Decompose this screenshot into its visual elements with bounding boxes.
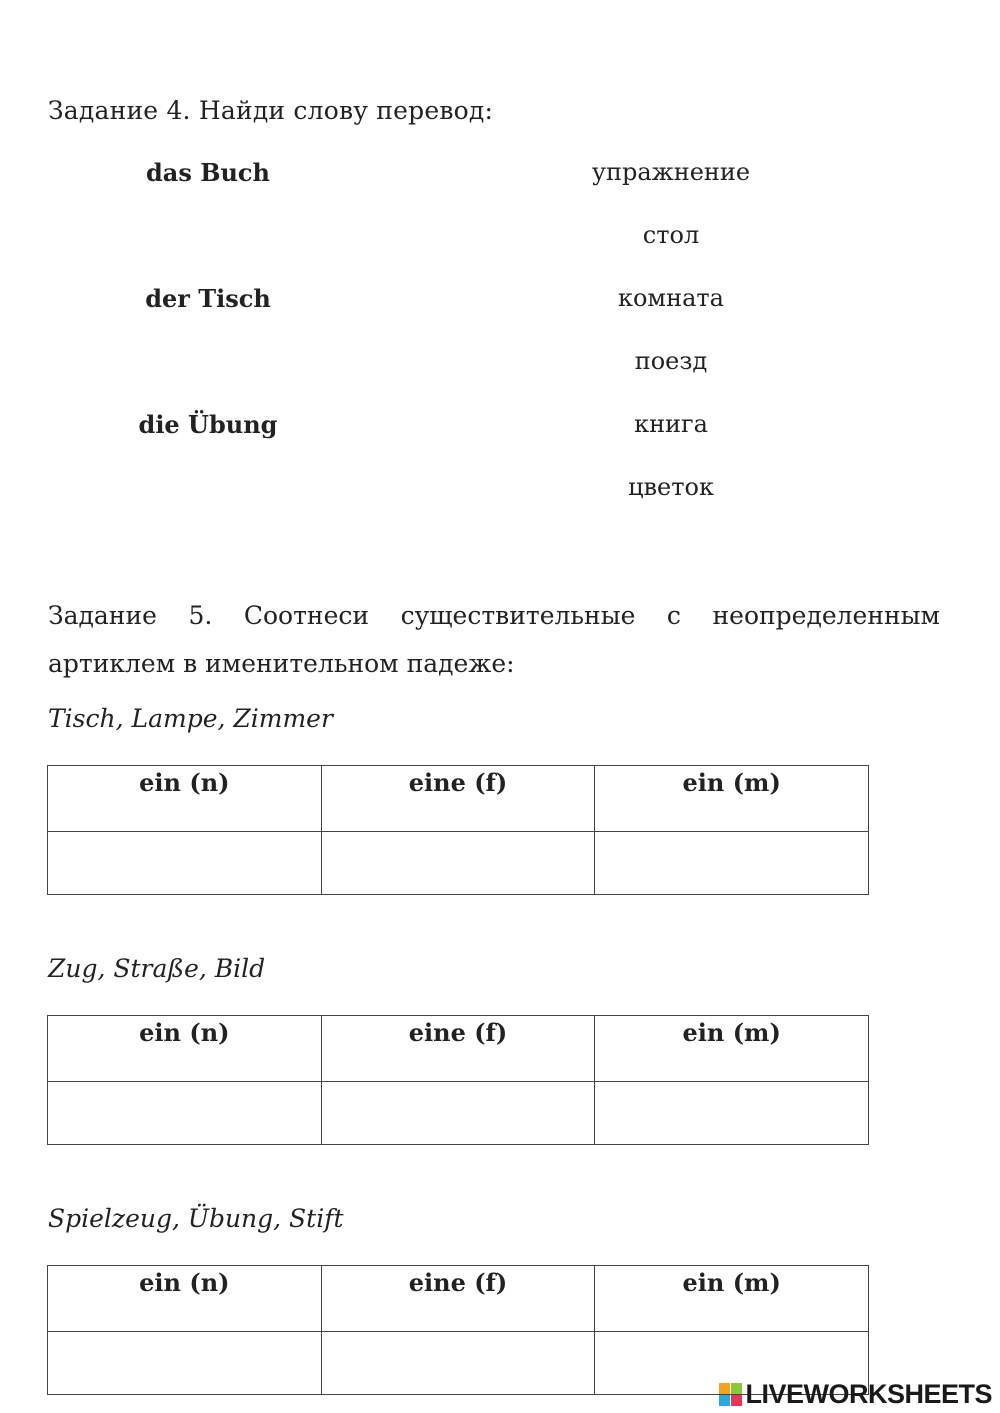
- russian-word[interactable]: книга: [634, 410, 708, 438]
- logo-square: [731, 1383, 742, 1394]
- word-list: Tisch, Lampe, Zimmer: [48, 704, 333, 733]
- column-header: ein (n): [48, 1266, 322, 1332]
- task5-heading: Задание 5. Соотнеси существительные с неопределенным артиклем в именительном падеже:: [48, 601, 940, 678]
- column-header: ein (n): [48, 766, 322, 832]
- answer-cell[interactable]: [48, 1332, 321, 1394]
- logo-square: [731, 1395, 742, 1406]
- answer-cell[interactable]: [595, 832, 868, 894]
- answer-cell[interactable]: [595, 1082, 868, 1144]
- liveworksheets-logo: [719, 1378, 992, 1409]
- answer-table: [47, 1265, 869, 1395]
- logo-mark-icon: [719, 1383, 742, 1406]
- answer-cell[interactable]: [322, 1082, 595, 1144]
- answer-cell[interactable]: [322, 1332, 595, 1394]
- logo-text: LIVEWORKSHEETS: [745, 1378, 992, 1409]
- answer-cell[interactable]: [322, 832, 595, 894]
- german-word[interactable]: der Tisch: [145, 284, 271, 313]
- russian-word[interactable]: упражнение: [591, 158, 751, 186]
- column-header: eine (f): [321, 766, 595, 832]
- logo-square: [719, 1395, 730, 1406]
- logo-square: [719, 1383, 730, 1394]
- answer-table: [47, 1015, 869, 1145]
- column-header: eine (f): [321, 1016, 595, 1082]
- column-header: ein (m): [595, 1016, 869, 1082]
- russian-word[interactable]: комната: [617, 284, 724, 312]
- answer-table: [47, 765, 869, 895]
- column-header: ein (m): [595, 766, 869, 832]
- german-word[interactable]: die Übung: [138, 410, 278, 439]
- russian-word[interactable]: стол: [642, 221, 700, 249]
- task4-heading: Задание 4. Найди слову перевод:: [48, 96, 494, 125]
- answer-cell[interactable]: [48, 832, 321, 894]
- column-header: ein (m): [595, 1266, 869, 1332]
- word-list: Zug, Straße, Bild: [48, 954, 266, 983]
- russian-word[interactable]: поезд: [634, 347, 708, 375]
- column-header: ein (n): [48, 1016, 322, 1082]
- word-list: Spielzeug, Übung, Stift: [48, 1204, 344, 1233]
- german-word[interactable]: das Buch: [146, 158, 270, 187]
- answer-cell[interactable]: [48, 1082, 321, 1144]
- russian-word[interactable]: цветок: [628, 473, 714, 501]
- column-header: eine (f): [321, 1266, 595, 1332]
